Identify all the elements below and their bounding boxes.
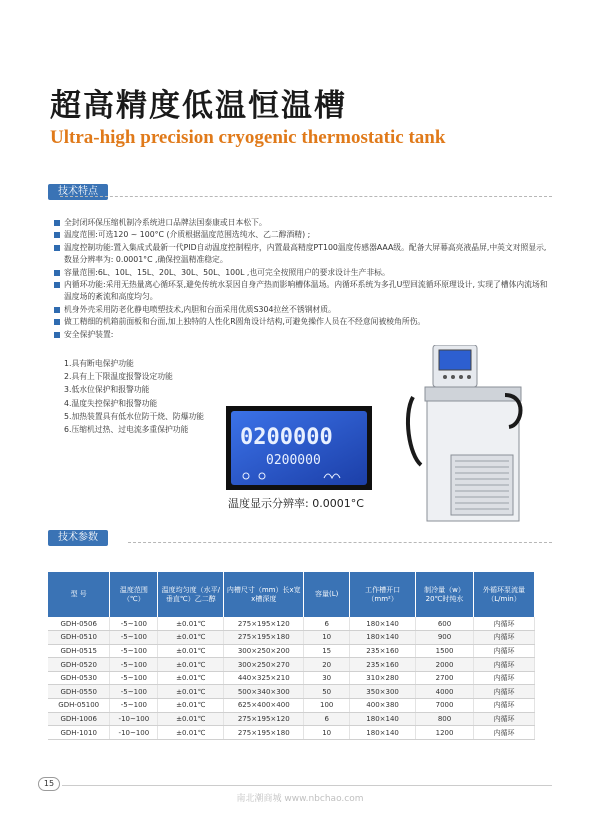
safety-item: 5.加热装置具有低水位防干烧、防爆功能	[64, 411, 204, 421]
page-number: 15	[38, 777, 60, 791]
features-divider	[60, 196, 552, 197]
feature-item: 容量范围:6L、10L、15L、20L、30L、50L、100L ,也可完全按照用户的要求设计生产非标。	[54, 267, 554, 279]
thermostatic-tank-image	[405, 345, 525, 525]
params-tag: 技术参数	[48, 530, 108, 546]
table-row: GDH-05100 -5~100 ±0.01℃ 625×400×400 100 400×380 7000 内循环	[48, 699, 535, 713]
col-header-model: 型 号	[48, 572, 110, 617]
params-divider	[128, 542, 552, 543]
lcd-line1: 0200000	[240, 425, 333, 450]
features-list	[54, 217, 554, 341]
table-header-row	[48, 572, 535, 617]
feature-item: 温度范围:可选120 ~ 100°C (介质根据温度范围选纯水、乙二醇酒精) ;	[54, 229, 554, 241]
feature-item: 全封闭环保压缩机制冷系统进口品牌法国泰康或日本松下。	[54, 217, 554, 229]
page-title-cn: 超高精度低温恒温槽	[50, 88, 347, 124]
lcd-caption: 温度显示分辨率: 0.0001°C	[228, 497, 364, 510]
params-section-header	[48, 529, 108, 546]
lcd-display-image	[226, 406, 372, 490]
bullet-icon	[54, 220, 60, 226]
table-row: GDH-0550 -5~100 ±0.01℃ 500×340×300 50 350×300 4000 内循环	[48, 685, 535, 699]
col-header-temp-range: 温度范围（℃）	[110, 572, 158, 617]
footer-watermark: 南北潮商城 www.nbchao.com	[236, 794, 364, 804]
safety-item: 3.低水位保护和报警功能	[64, 385, 150, 395]
feature-item: 机身外壳采用防老化静电喷塑技术,内胆和台面采用优质S304拉丝不锈钢材质。	[54, 304, 554, 316]
col-header-pump-flow: 外循环泵流量（L/min）	[473, 572, 534, 617]
table-row: GDH-0506 -5~100 ±0.01℃ 275×195×120 6 180×140 600 内循环	[48, 617, 535, 631]
table-row: GDH-0515 -5~100 ±0.01℃ 300×250×200 15 235×160 1500 内循环	[48, 644, 535, 658]
page-title-en: Ultra-high precision cryogenic thermostatic tank	[50, 127, 446, 148]
features-section-header	[48, 183, 108, 200]
table-row: GDH-1010 -10~100 ±0.01℃ 275×195×180 10 180×140 1200 内循环	[48, 726, 535, 740]
safety-item: 6.压缩机过热、过电流多重保护功能	[64, 425, 189, 435]
col-header-capacity: 容量(L)	[304, 572, 350, 617]
table-row: GDH-0510 -5~100 ±0.01℃ 275×195×180 10 180×140 900 内循环	[48, 631, 535, 645]
col-header-uniformity: 温度均匀度（水平/垂直℃）乙二醇	[158, 572, 224, 617]
feature-item: 做工精细的机箱前面板和台面,加上独特的人性化R圆角设计结构,可避免操作人员在不经意间被棱角所伤。	[54, 316, 554, 328]
safety-item: 4.温度失控保护和报警功能	[64, 398, 158, 408]
table-row: GDH-1006 -10~100 ±0.01℃ 275×195×120 6 180×140 800 内循环	[48, 712, 535, 726]
features-tag: 技术特点	[48, 184, 108, 200]
bullet-icon	[54, 245, 60, 251]
lcd-line2: 0200000	[266, 453, 321, 468]
table-row: GDH-0530 -5~100 ±0.01℃ 440×325×210 30 310×280 2700 内循环	[48, 671, 535, 685]
feature-item: 安全保护装置:	[54, 329, 554, 341]
bullet-icon	[54, 282, 60, 288]
bullet-icon	[54, 232, 60, 238]
feature-item: 温度控制功能:置入集成式最新一代PID自动温度控制程序，内置最高精度PT100温度传感器AAA级。配备大屏幕高亮液晶屏,中英文对照显示,数显分辨率为: 0.0001°C ,确保控温精准稳定。	[54, 242, 554, 267]
spec-table	[48, 572, 535, 740]
table-row: GDH-0520 -5~100 ±0.01℃ 300×250×270 20 235×160 2000 内循环	[48, 658, 535, 672]
feature-item: 内循环功能:采用无热量离心循环泵,避免传统水泵因自身产热而影响槽体温场。内循环系统为多孔U型回流循环原理设计, 实现了槽体内流场和温度场的紊流和高度均匀。	[54, 279, 554, 304]
footer-divider	[62, 785, 552, 786]
safety-item: 2.具有上下限温度报警设定功能	[64, 372, 173, 382]
bullet-icon	[54, 319, 60, 325]
col-header-cooling: 制冷量（w）20℃时纯水	[416, 572, 474, 617]
bullet-icon	[54, 332, 60, 338]
safety-list	[64, 357, 204, 436]
bullet-icon	[54, 307, 60, 313]
safety-item: 1.具有断电保护功能	[64, 359, 134, 368]
col-header-inner-size: 内槽尺寸（mm）长x宽x槽深度	[224, 572, 304, 617]
col-header-opening: 工作槽开口（mm²）	[350, 572, 416, 617]
bullet-icon	[54, 270, 60, 276]
